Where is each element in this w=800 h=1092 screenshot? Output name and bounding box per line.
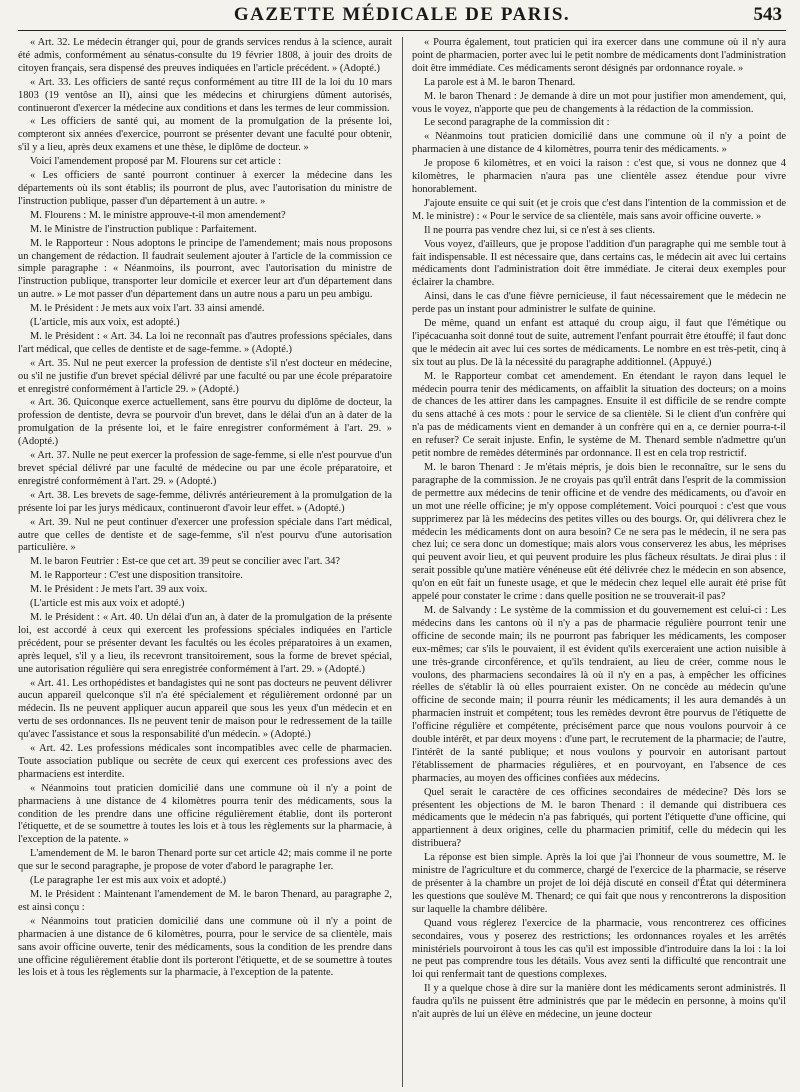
publication-title: GAZETTE MÉDICALE DE PARIS.: [233, 4, 571, 25]
page-header: [18, 0, 786, 31]
paragraph: M. le Président : Je mets l'art. 39 aux voix.: [30, 584, 208, 596]
paragraph: « Art. 41. Les orthopédistes et bandagistes qui ne sont pas docteurs ne peuvent délivrer aucun appareil quelconque s'il n'a été spécialement et régulièrement ordonné par un médecin. Ils ne peuvent appliquer aucun appareil que sous les yeux d'un médecin et en vertu de ses ordonnances. Ils ne peuvent tenir de maison pour le redressement de la taille qu'avec l'assistance et sous la responsabilité d'un médecin. » (Adopté.): [18, 677, 392, 741]
page-number: 543: [753, 4, 782, 25]
right-column: [402, 37, 786, 1087]
paragraph: M. Flourens : M. le ministre approuve-t-il mon amendement?: [30, 209, 286, 221]
paragraph: « Art. 33. Les officiers de santé reçus conformément au titre III de la loi du 10 mars 1803 (19 ventôse an II), ainsi que les médecins et chirurgiens dûment autorisés, continueront d'exercer la médecine aux conditions et dans les termes de leur commission.: [18, 76, 392, 114]
paragraph: M. le baron Thenard : Je demande à dire un mot pour justifier mon amendement, qui, vous le voyez, n'apporte que peu de changements à la rédaction de la commission.: [412, 90, 786, 115]
paragraph: (L'article, mis aux voix, est adopté.): [30, 317, 180, 329]
paragraph: M. le Rapporteur : C'est une disposition transitoire.: [30, 570, 243, 582]
paragraph: Quel serait le caractère de ces officines secondaires de médecine? Dès lors se présentent les objections de M. le baron Thenard : il demande qui distribuera ces médicaments que le médecin n'a pas fabriqués, qui portent l'étiquette d'une officine, qui appartiennent à deux origines, celle du pharmacien primitif, celle du médecin qui les distribuera?: [412, 786, 786, 850]
paragraph: M. de Salvandy : Le système de la commission et du gouvernement est celui-ci : Les médecins dans les cantons où il n'y a pas de pharmacie régulière pourront tenir une officine de seconde main; ils ne pourront pas fabriquer les médicaments, les composer eux-mêmes; car s'ils le pouvaient, il est évident qu'ils exerceraient une action nuisible à une très-grande circonférence, et qu'ils tendraient, au lieu de créer, comme nous le voulons, des pharmaciens secondaires là où il n'y en a pas, à empêcher les officines réelles de s'établir là où elles pourraient exister. On ne concède au médecin qu'une officine de seconde main; il pourra réunir les médicaments; il les aura demandés à un pharmacien instruit et compétent; tous les remèdes devront être pourvus de l'étiquette de l'officine régulière et compétente, précisément parce que nous voulons pourvoir à ce double intérêt, et par deux moyens : d'une part, le recrutement de la pharmacie; de l'autre, l'intérêt de la santé publique; et nous voulons y pourvoir en autorisant partout l'établissement de pharmacies régulières, et en pourvoyant, en l'absence de ces pharmacies, au moyen des officines confiées aux médecins.: [412, 604, 786, 784]
left-column: [18, 37, 392, 1087]
text-columns: [18, 37, 786, 1087]
paragraph: M. le Président : Je mets aux voix l'art. 33 ainsi amendé.: [30, 303, 265, 315]
paragraph: « Les officiers de santé qui, au moment de la promulgation de la présente loi, compteront six années d'exercice, pourront se présenter devant une faculté pour obtenir, s'il y a lieu, après deux examens et une thèse, le diplôme de docteur. »: [18, 116, 392, 154]
paragraph: M. le Président : Maintenant l'amendement de M. le baron Thenard, au paragraphe 2, est ainsi conçu :: [18, 889, 392, 913]
paragraph: M. le Rapporteur : Nous adoptons le principe de l'amendement; mais nous proposons un changement de rédaction. Il faudrait seulement ajouter à l'article de la commission ce simple paragraphe : « Néanmoins, ils pourront, avec l'autorisation du ministre de l'instruction publique, transporter leur domicile et exercer leur art d'un département dans un autre. » Le mot passer d'un département dans un autre nous a paru un peu ambigu.: [18, 237, 392, 301]
paragraph: « Néanmoins tout praticien domicilié dans une commune où il n'y a point de pharmacien à une distance de 4 kilomètres, pourra tenir des médicaments. »: [412, 131, 786, 156]
paragraph: « Les officiers de santé pourront continuer à exercer la médecine dans les départements où ils sont établis; ils pourront de plus, avec l'autorisation du ministre de l'instruction publique, passer d'un département à un autre. »: [18, 170, 392, 207]
paragraph: Quand vous réglerez l'exercice de la pharmacie, vous rencontrerez ces officines secondaires, vous y poserez des restrictions; les ordonnances royales et les arrêtés ministériels pourvoiront à tous les cas qu'il est impossible d'introduire dans la loi : la loi ne peut pas comprendre tous les détails. Vous avez senti la difficulté que rencontrait une loi qui renfermait tant de questions complexes.: [412, 917, 786, 981]
paragraph: Je propose 6 kilomètres, et en voici la raison : c'est que, si vous ne donnez que 4 kilomètres, le pharmacien n'aura pas une clientèle assez étendue pour vivre honorablement.: [412, 158, 786, 195]
paragraph: « Art. 39. Nul ne peut continuer d'exercer une profession spéciale dans l'art médical, autre que celles de dentiste et de sage-femme, s'il n'est pourvu d'une autorisation particulière. »: [18, 516, 392, 554]
paragraph: « Art. 37. Nulle ne peut exercer la profession de sage-femme, si elle n'est pourvue d'un brevet spécial délivré par une faculté de médecine ou par une école préparatoire, et enregistré conformément à l'art. 29. » (Adopté.): [18, 450, 392, 487]
paragraph: (L'article est mis aux voix et adopté.): [30, 598, 185, 610]
paragraph: M. le baron Feutrier : Est-ce que cet art. 39 peut se concilier avec l'art. 34?: [30, 556, 340, 568]
paragraph: La parole est à M. le baron Thenard.: [424, 76, 576, 88]
paragraph: Vous voyez, d'ailleurs, que je propose l'addition d'un paragraphe qui me semble tout à fait indispensable. Il est nécessaire que, dans certains cas, le médecin ait avec lui certains médicaments dont l'administration doit être immédiate. Je citerai deux exemples pour éclairer la chambre.: [412, 238, 786, 289]
paragraph: M. le baron Thenard : Je m'étais mépris, je dois bien le reconnaître, sur le sens du paragraphe de la commission. Je ne croyais pas qu'il entrât dans l'esprit de la commission de permettre aux médecins de tenir officine et de vendre des médicaments, ou d'avoir en un mot une réelle officine; je m'y oppose complétement. Voici pourquoi : c'est que vous supprimerez par là les médecins des petites villes ou des bourgs. Or, qui délivrera chez le médecin les médicaments dont on aura besoin? Ce ne sera pas le médecin, il ne sera pas chez lui; ce sera donc un domestique; mais alors vous conserverez les abus, les méprises qui peuvent avoir lieu, et qui peuvent produire les plus fâcheux résultats. Je dirai plus : il serait possible qu'une matière vénéneuse eût été délivrée chez le médecin en son absence, qu'on en eût fait un funeste usage, et que le médecin chez lequel elle aurait été prise fût appelé pour constater le crime : dans quelle position ne se trouverait-il pas?: [412, 462, 786, 603]
paragraph: « Néanmoins tout praticien domicilié dans une commune où il n'y a point de pharmaciens à une distance de 4 kilomètres pourra tenir des médicaments, sous la condition de les prendre dans une officine régulièrement établie, dont ils porteront l'étiquette, et de se soumettre à toutes les lois et à tous les règlements sur la pharmacie, à l'exception de la patente. »: [18, 782, 392, 846]
paragraph: « Art. 38. Les brevets de sage-femme, délivrés antérieurement à la promulgation de la présente loi par les jurys médicaux, continueront d'avoir leur effet. » (Adopté.): [18, 489, 392, 514]
paragraph: De même, quand un enfant est attaqué du croup aigu, il faut que l'émétique ou l'ipécacuanha soit donné tout de suite, autrement l'enfant pourrait être étouffé; il faut donc que le médecin ait avec lui ces sortes de médicaments. Le nombre en est très-petit, cinq à six tout au plus. De là la nécessité du paragraphe additionnel. (Appuyé.): [412, 318, 786, 368]
paragraph: La réponse est bien simple. Après la loi que j'ai l'honneur de vous soumettre, M. le ministre de l'agriculture et du commerce, chargé de l'exercice de la pharmacie, se réserve de présenter à la chambre un projet de loi déjà discuté en conseil d'État qui déterminera les questions que soulève M. Thenard; ce qui fait que nous y rencontrerons la disposition sur laquelle la chambre délibère.: [412, 852, 786, 915]
paragraph: (Le paragraphe 1er est mis aux voix et adopté.): [30, 875, 226, 887]
paragraph: Il ne pourra pas vendre chez lui, si ce n'est à ses clients.: [424, 224, 655, 236]
paragraph: Voici l'amendement proposé par M. Flourens sur cet article :: [30, 156, 281, 168]
paragraph: J'ajoute ensuite ce qui suit (et je crois que c'est dans l'intention de la commission et de M. le ministre) : « Pour le service de sa clientèle, mais sans avoir officine ouverte. »: [412, 197, 786, 222]
paragraph: Il y a quelque chose à dire sur la manière dont les médicaments seront administrés. Il faudra qu'ils ne puissent être administrés que par le médecin en personne, à moins qu'il n'ait auprès de lui un élève en médecine, un jeune docteur: [412, 983, 786, 1021]
paragraph: « Art. 35. Nul ne peut exercer la profession de dentiste s'il n'est docteur en médecine, ou s'il ne justifie d'un brevet spécial délivré par une faculté ou par une école préparatoire et enregistré conformément à l'article 29. » (Adopté.): [18, 357, 392, 395]
paragraph: « Art. 42. Les professions médicales sont incompatibles avec celle de pharmacien. Toute association publique ou secrète de ceux qui exercent ces professions avec des pharmaciens est interdite.: [18, 743, 392, 780]
paragraph: Le second paragraphe de la commission dit :: [424, 117, 610, 129]
paragraph: M. le Président : « Art. 34. La loi ne reconnaît pas d'autres professions spéciales, dans l'art médical, que celles de dentiste et de sage-femme. » (Adopté.): [18, 330, 392, 355]
paragraph: Ainsi, dans le cas d'une fièvre pernicieuse, il faut nécessairement que le médecin ne perde pas un instant pour administrer le sulfate de quinine.: [412, 291, 786, 316]
paragraph: « Art. 32. Le médecin étranger qui, pour de grands services rendus à la science, aurait été admis, conformément au sénatus-consulte du 19 février 1808, à jouir des droits de citoyen français, sera dispensé des preuves indiquées en l'article précédent. » (Adopté.): [18, 37, 392, 74]
paragraph: L'amendement de M. le baron Thenard porte sur cet article 42; mais comme il ne porte que sur le second paragraphe, je propose de voter d'abord le paragraphe 1er.: [18, 848, 392, 873]
paragraph: M. le Rapporteur combat cet amendement. En étendant le rayon dans lequel le médecin pourra tenir des médicaments, on affaiblit la situation des docteurs; on a moins de chances de les attirer dans les campagnes. Ensuite il est difficile de se rendre compte du sens attaché à ces mots : pour le service de sa clientèle. Si le client d'un confrère qui n'a pas de médicaments vient en demander à un confrère qui en a, ce dernier pourra-t-il en refuser? Ce serait injuste. Enfin, le système de M. Thenard semble n'admettre qu'un petit nombre de remèdes déterminés par ordonnance. Il est en cela trop restrictif.: [412, 370, 786, 460]
paragraph: M. le Président : « Art. 40. Un délai d'un an, à dater de la promulgation de la présente loi, est accordé à ceux qui exercent les professions spéciales indiquées en l'article précédent, pour se présenter devant les facultés ou les écoles préparatoires à un examen, après lequel, s'il y a lieu, ils recevront transitoirement, sous la forme de brevet spécial, une autorisation régulière qui sera enregistrée conformément à l'art. 29. » (Adopté.): [18, 611, 392, 675]
paragraph: M. le Ministre de l'instruction publique : Parfaitement.: [30, 223, 257, 235]
paragraph: « Néanmoins tout praticien domicilié dans une commune où il n'y a point de pharmacien à une distance de 6 kilomètres, pourra, pour le service de sa clientèle, mais sans avoir officine ouverte, tenir des médicaments, sous la condition de les prendre dans une officine régulièrement établie dont ils porteront l'étiquette, et de se soumettre à toutes les lois et à tous les règlements sur la pharmacie, à l'exception de la patente.: [18, 915, 392, 979]
paragraph: « Art. 36. Quiconque exerce actuellement, sans être pourvu du diplôme de docteur, la profession de dentiste, devra se pourvoir d'un brevet, dans le délai d'un an à dater de la promulgation de la présente loi, et le faire enregistrer conformément à l'art. 29. » (Adopté.): [18, 397, 392, 448]
paragraph: « Pourra également, tout praticien qui ira exercer dans une commune où il n'y aura point de pharmacien, porter avec lui le petit nombre de médicaments dont l'administration doit être immédiate. Ces médicaments seront désignés par ordonnance royale. »: [412, 37, 786, 74]
